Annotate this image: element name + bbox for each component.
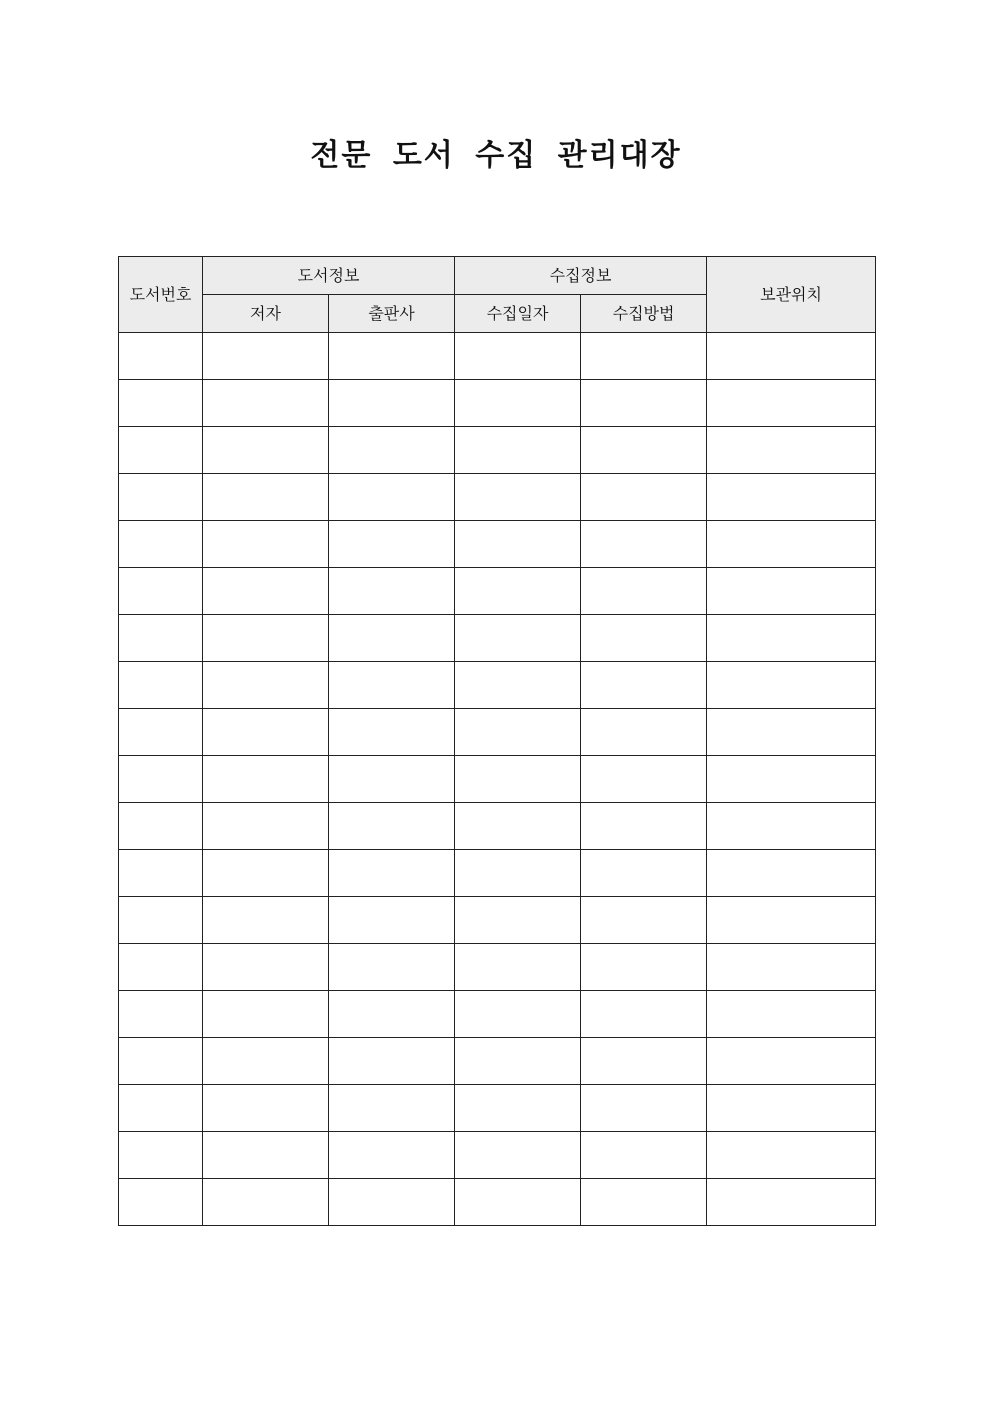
- table-row: [119, 568, 876, 615]
- author-cell[interactable]: [203, 803, 329, 850]
- publisher-cell[interactable]: [329, 897, 455, 944]
- book-number-cell[interactable]: [119, 991, 203, 1038]
- header-storage-location: 보관위치: [707, 257, 876, 333]
- collection-date-cell[interactable]: [455, 521, 581, 568]
- storage-location-cell[interactable]: [707, 756, 876, 803]
- author-cell[interactable]: [203, 427, 329, 474]
- collection-method-cell[interactable]: [581, 991, 707, 1038]
- book-number-cell[interactable]: [119, 568, 203, 615]
- table-row: [119, 756, 876, 803]
- book-number-cell[interactable]: [119, 333, 203, 380]
- table-row: [119, 615, 876, 662]
- storage-location-cell[interactable]: [707, 521, 876, 568]
- storage-location-cell[interactable]: [707, 1132, 876, 1179]
- publisher-cell[interactable]: [329, 568, 455, 615]
- collection-method-cell[interactable]: [581, 803, 707, 850]
- collection-ledger-table: [118, 256, 876, 1226]
- book-number-cell[interactable]: [119, 1085, 203, 1132]
- storage-location-cell[interactable]: [707, 1085, 876, 1132]
- collection-method-cell[interactable]: [581, 474, 707, 521]
- collection-method-cell[interactable]: [581, 756, 707, 803]
- author-cell[interactable]: [203, 333, 329, 380]
- collection-date-cell[interactable]: [455, 756, 581, 803]
- table-row: [119, 380, 876, 427]
- storage-location-cell[interactable]: [707, 803, 876, 850]
- book-number-cell[interactable]: [119, 474, 203, 521]
- header-author: 저자: [203, 295, 329, 333]
- header-group-collection-info: 수집정보: [455, 257, 707, 295]
- table-row: [119, 1132, 876, 1179]
- publisher-cell[interactable]: [329, 615, 455, 662]
- header-collection-method: 수집방법: [581, 295, 707, 333]
- collection-method-cell[interactable]: [581, 615, 707, 662]
- table-row: [119, 474, 876, 521]
- publisher-cell[interactable]: [329, 803, 455, 850]
- table-row: [119, 521, 876, 568]
- collection-method-cell[interactable]: [581, 1038, 707, 1085]
- storage-location-cell[interactable]: [707, 991, 876, 1038]
- publisher-cell[interactable]: [329, 1132, 455, 1179]
- page-title: 전문 도서 수집 관리대장: [310, 138, 682, 173]
- publisher-cell[interactable]: [329, 427, 455, 474]
- table-row: [119, 709, 876, 756]
- author-cell[interactable]: [203, 474, 329, 521]
- table-row: [119, 991, 876, 1038]
- collection-method-cell[interactable]: [581, 897, 707, 944]
- book-number-cell[interactable]: [119, 380, 203, 427]
- collection-date-cell[interactable]: [455, 944, 581, 991]
- collection-date-cell[interactable]: [455, 897, 581, 944]
- author-cell[interactable]: [203, 897, 329, 944]
- publisher-cell[interactable]: [329, 380, 455, 427]
- author-cell[interactable]: [203, 1038, 329, 1085]
- collection-date-cell[interactable]: [455, 709, 581, 756]
- book-number-cell[interactable]: [119, 615, 203, 662]
- collection-date-cell[interactable]: [455, 1179, 581, 1226]
- publisher-cell[interactable]: [329, 1038, 455, 1085]
- table-row: [119, 1038, 876, 1085]
- header-book-number: 도서번호: [119, 257, 203, 333]
- collection-method-cell[interactable]: [581, 521, 707, 568]
- table-row: [119, 333, 876, 380]
- header-publisher: 출판사: [329, 295, 455, 333]
- table-row: [119, 1085, 876, 1132]
- table-body: [119, 333, 876, 1226]
- book-number-cell[interactable]: [119, 1038, 203, 1085]
- table-row: [119, 1179, 876, 1226]
- publisher-cell[interactable]: [329, 756, 455, 803]
- header-collection-date: 수집일자: [455, 295, 581, 333]
- author-cell[interactable]: [203, 1085, 329, 1132]
- book-number-cell[interactable]: [119, 521, 203, 568]
- author-cell[interactable]: [203, 991, 329, 1038]
- table-row: [119, 662, 876, 709]
- storage-location-cell[interactable]: [707, 709, 876, 756]
- storage-location-cell[interactable]: [707, 474, 876, 521]
- collection-date-cell[interactable]: [455, 1085, 581, 1132]
- author-cell[interactable]: [203, 615, 329, 662]
- collection-date-cell[interactable]: [455, 991, 581, 1038]
- table-row: [119, 427, 876, 474]
- book-number-cell[interactable]: [119, 756, 203, 803]
- book-number-cell[interactable]: [119, 662, 203, 709]
- collection-date-cell[interactable]: [455, 427, 581, 474]
- collection-method-cell[interactable]: [581, 380, 707, 427]
- collection-date-cell[interactable]: [455, 380, 581, 427]
- collection-date-cell[interactable]: [455, 1132, 581, 1179]
- publisher-cell[interactable]: [329, 850, 455, 897]
- publisher-cell[interactable]: [329, 662, 455, 709]
- publisher-cell[interactable]: [329, 333, 455, 380]
- table-row: [119, 897, 876, 944]
- collection-method-cell[interactable]: [581, 1085, 707, 1132]
- collection-method-cell[interactable]: [581, 568, 707, 615]
- table-row: [119, 803, 876, 850]
- author-cell[interactable]: [203, 521, 329, 568]
- collection-method-cell[interactable]: [581, 1132, 707, 1179]
- collection-date-cell[interactable]: [455, 1038, 581, 1085]
- book-number-cell[interactable]: [119, 803, 203, 850]
- publisher-cell[interactable]: [329, 474, 455, 521]
- collection-method-cell[interactable]: [581, 944, 707, 991]
- book-number-cell[interactable]: [119, 1132, 203, 1179]
- storage-location-cell[interactable]: [707, 944, 876, 991]
- storage-location-cell[interactable]: [707, 1038, 876, 1085]
- storage-location-cell[interactable]: [707, 615, 876, 662]
- storage-location-cell[interactable]: [707, 380, 876, 427]
- collection-method-cell[interactable]: [581, 850, 707, 897]
- storage-location-cell[interactable]: [707, 850, 876, 897]
- author-cell[interactable]: [203, 662, 329, 709]
- book-number-cell[interactable]: [119, 709, 203, 756]
- author-cell[interactable]: [203, 850, 329, 897]
- collection-date-cell[interactable]: [455, 803, 581, 850]
- book-number-cell[interactable]: [119, 427, 203, 474]
- book-number-cell[interactable]: [119, 897, 203, 944]
- storage-location-cell[interactable]: [707, 568, 876, 615]
- storage-location-cell[interactable]: [707, 662, 876, 709]
- author-cell[interactable]: [203, 1132, 329, 1179]
- author-cell[interactable]: [203, 944, 329, 991]
- storage-location-cell[interactable]: [707, 427, 876, 474]
- author-cell[interactable]: [203, 709, 329, 756]
- publisher-cell[interactable]: [329, 1179, 455, 1226]
- collection-date-cell[interactable]: [455, 568, 581, 615]
- storage-location-cell[interactable]: [707, 897, 876, 944]
- collection-method-cell[interactable]: [581, 709, 707, 756]
- publisher-cell[interactable]: [329, 521, 455, 568]
- author-cell[interactable]: [203, 756, 329, 803]
- table-row: [119, 944, 876, 991]
- collection-date-cell[interactable]: [455, 662, 581, 709]
- publisher-cell[interactable]: [329, 944, 455, 991]
- collection-method-cell[interactable]: [581, 333, 707, 380]
- collection-date-cell[interactable]: [455, 850, 581, 897]
- book-number-cell[interactable]: [119, 1179, 203, 1226]
- collection-method-cell[interactable]: [581, 662, 707, 709]
- book-number-cell[interactable]: [119, 850, 203, 897]
- collection-date-cell[interactable]: [455, 615, 581, 662]
- collection-date-cell[interactable]: [455, 333, 581, 380]
- table-header: [119, 257, 876, 333]
- book-number-cell[interactable]: [119, 944, 203, 991]
- collection-date-cell[interactable]: [455, 474, 581, 521]
- storage-location-cell[interactable]: [707, 333, 876, 380]
- storage-location-cell[interactable]: [707, 1179, 876, 1226]
- header-group-book-info: 도서정보: [203, 257, 455, 295]
- publisher-cell[interactable]: [329, 1085, 455, 1132]
- table-row: [119, 850, 876, 897]
- publisher-cell[interactable]: [329, 709, 455, 756]
- author-cell[interactable]: [203, 1179, 329, 1226]
- publisher-cell[interactable]: [329, 991, 455, 1038]
- collection-method-cell[interactable]: [581, 1179, 707, 1226]
- author-cell[interactable]: [203, 380, 329, 427]
- author-cell[interactable]: [203, 568, 329, 615]
- collection-method-cell[interactable]: [581, 427, 707, 474]
